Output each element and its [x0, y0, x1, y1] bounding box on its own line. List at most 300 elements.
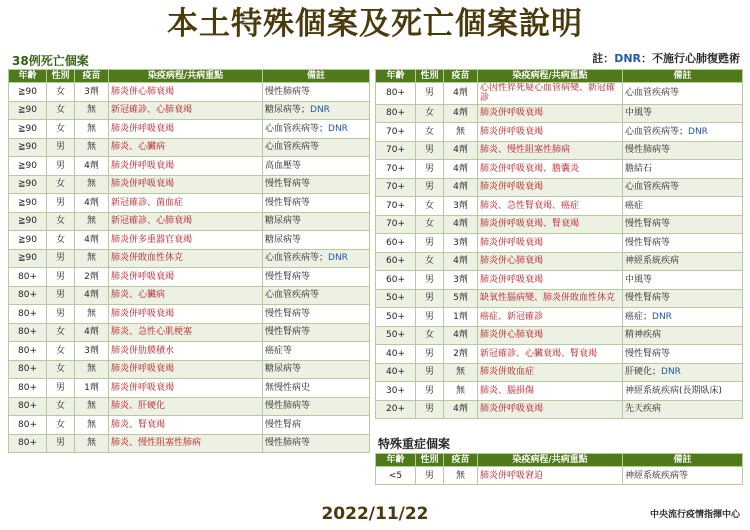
vaccine-cell [75, 231, 109, 250]
course-text: 肺炎併呼吸衰竭 [111, 123, 175, 134]
course-text: 肺炎併呼吸衰竭、腎衰竭 [480, 219, 580, 230]
dnr-tag: DNR [661, 367, 681, 378]
vaccine-text: 4劑 [84, 327, 99, 338]
remark-cell [263, 397, 370, 416]
sex-text: 男 [424, 237, 434, 248]
vaccine-text: 3劑 [84, 86, 99, 97]
age-cell [376, 308, 416, 327]
sex-cell [416, 141, 444, 160]
course-text: 肺炎、腎衰竭 [111, 419, 166, 430]
remark-cell [623, 289, 743, 308]
sex-text: 女 [424, 330, 434, 341]
note-dnr: DNR [614, 52, 641, 65]
death-cases-table-right [375, 69, 743, 419]
age-cell [9, 286, 47, 305]
table-row [9, 305, 370, 324]
table-row [9, 231, 370, 250]
remark-text: 中風等 [625, 108, 653, 119]
age-cell [376, 400, 416, 419]
sex-cell [47, 120, 75, 139]
remark-text: 慢性肺病等 [265, 401, 311, 412]
course-text: 心因性猝死疑心血管病變、新冠確診 [480, 83, 616, 104]
vaccine-text: 4劑 [453, 219, 468, 230]
remark-cell [623, 326, 743, 345]
vaccine-cell [444, 215, 478, 234]
table-row [376, 252, 743, 271]
age-cell [9, 101, 47, 120]
remark-cell [623, 308, 743, 327]
vaccine-cell [75, 120, 109, 139]
dnr-tag: DNR [688, 126, 708, 137]
age-text: 60+ [386, 237, 405, 248]
course-text: 肺炎併呼吸窘迫 [480, 470, 544, 481]
remark-cell [263, 175, 370, 194]
dnr-note [592, 52, 740, 66]
sex-cell [416, 289, 444, 308]
col-header-remark: 備註 [623, 454, 743, 467]
remark-cell [263, 342, 370, 361]
sex-text: 女 [424, 200, 434, 211]
age-cell [9, 323, 47, 342]
vaccine-cell [75, 286, 109, 305]
vaccine-cell [444, 400, 478, 419]
sex-text: 女 [424, 108, 434, 119]
vaccine-cell [75, 305, 109, 324]
sex-text: 男 [55, 142, 65, 153]
age-cell [376, 382, 416, 401]
age-text: 80+ [18, 308, 37, 319]
vaccine-text: 4劑 [84, 234, 99, 245]
course-text: 肺炎併呼吸衰竭 [111, 382, 175, 393]
vaccine-cell [75, 101, 109, 120]
vaccine-text: 無 [455, 385, 465, 396]
course-cell [109, 101, 263, 120]
vaccine-text: 無 [86, 105, 96, 116]
col-header-course: 染疫病程/共病重點 [478, 70, 623, 83]
remark-cell [263, 268, 370, 287]
remark-text: 慢性腎病等 [265, 197, 311, 208]
remark-cell [623, 271, 743, 290]
remark-text: 慢性腎病等 [625, 219, 671, 230]
course-text: 肺炎併敗血症 [480, 367, 535, 378]
vaccine-cell [444, 271, 478, 290]
age-text: ≧90 [18, 105, 37, 116]
sex-text: 男 [55, 382, 65, 393]
vaccine-cell [444, 308, 478, 327]
remark-text: 慢性腎病等 [265, 308, 311, 319]
age-text: 70+ [386, 145, 405, 156]
course-cell [109, 120, 263, 139]
age-text: 20+ [386, 404, 405, 415]
age-text: 70+ [386, 182, 405, 193]
course-cell [478, 326, 623, 345]
remark-text: 無慢性病史 [265, 382, 311, 393]
age-text: 70+ [386, 126, 405, 137]
col-header-course: 染疫病程/共病重點 [109, 70, 263, 83]
col-header-age: 年齡 [376, 70, 416, 83]
course-cell [109, 212, 263, 231]
age-text: ≧90 [18, 253, 37, 264]
col-header-sex: 性別 [416, 70, 444, 83]
course-text: 肺炎併呼吸衰竭 [480, 182, 544, 193]
course-cell [478, 345, 623, 364]
vaccine-text: 4劑 [453, 404, 468, 415]
age-cell [9, 175, 47, 194]
vaccine-text: 5劑 [453, 293, 468, 304]
age-text: 30+ [386, 385, 405, 396]
sex-text: 男 [424, 293, 434, 304]
remark-text: 癌症等 [265, 345, 293, 356]
age-text: 80+ [18, 438, 37, 449]
sex-text: 女 [55, 105, 65, 116]
age-cell [376, 141, 416, 160]
sex-text: 男 [424, 367, 434, 378]
sex-cell [47, 268, 75, 287]
remark-cell [623, 400, 743, 419]
age-cell [9, 360, 47, 379]
remark-cell [263, 157, 370, 176]
remark-cell [623, 123, 743, 142]
age-cell [376, 289, 416, 308]
remark-cell [263, 249, 370, 268]
course-text: 肺炎併呼吸衰竭 [111, 160, 175, 171]
remark-text: 慢性肺病等 [265, 438, 311, 449]
sex-text: 男 [55, 253, 65, 264]
table-row [376, 382, 743, 401]
remark-cell [623, 234, 743, 253]
course-cell [109, 231, 263, 250]
sex-text: 女 [55, 345, 65, 356]
table-row [376, 400, 743, 419]
sex-cell [416, 345, 444, 364]
sex-text: 男 [424, 145, 434, 156]
course-cell [478, 363, 623, 382]
remark-cell [623, 215, 743, 234]
dnr-tag: DNR [652, 311, 672, 322]
age-cell [376, 178, 416, 197]
sex-cell [416, 308, 444, 327]
table-row [376, 345, 743, 364]
remark-cell [263, 194, 370, 213]
table-row [376, 104, 743, 123]
remark-text: 糖尿病等 [265, 364, 302, 375]
course-text: 肺炎、腦損傷 [480, 385, 535, 396]
age-text: 80+ [386, 88, 405, 99]
age-cell [376, 467, 416, 485]
sex-cell [47, 434, 75, 453]
vaccine-cell [75, 194, 109, 213]
course-cell [478, 160, 623, 179]
course-text: 肺炎併呼吸衰竭 [480, 404, 544, 415]
table-row [9, 286, 370, 305]
remark-cell [263, 379, 370, 398]
table-row [376, 178, 743, 197]
course-text: 肺炎併呼吸衰竭 [111, 179, 175, 190]
col-header-remark: 備註 [623, 70, 743, 83]
age-text: ≧90 [18, 86, 37, 97]
dnr-tag: DNR [310, 105, 330, 116]
col-header-age: 年齡 [9, 70, 47, 83]
sex-cell [47, 157, 75, 176]
remark-text: 心血管疾病等 [625, 182, 680, 193]
remark-text: 慢性腎病等 [625, 237, 671, 248]
sex-cell [416, 400, 444, 419]
remark-cell [623, 467, 743, 485]
course-text: 缺氧性腦病變、肺炎併敗血性休克 [480, 293, 616, 304]
vaccine-text: 無 [86, 308, 96, 319]
vaccine-text: 1劑 [453, 311, 468, 322]
course-text: 癌症、新冠確診 [480, 311, 544, 322]
age-text: 40+ [386, 367, 405, 378]
dnr-tag: DNR [328, 123, 348, 134]
sex-text: 女 [424, 256, 434, 267]
vaccine-cell [444, 178, 478, 197]
sex-text: 女 [55, 419, 65, 430]
course-text: 新冠確診、心臟衰竭、腎衰竭 [480, 348, 598, 359]
remark-text: 精神疾病 [625, 330, 662, 341]
sex-text: 男 [424, 182, 434, 193]
sex-cell [416, 252, 444, 271]
vaccine-cell [444, 382, 478, 401]
course-cell [478, 252, 623, 271]
age-text: 80+ [18, 327, 37, 338]
sex-text: 男 [424, 88, 434, 99]
page-title: 本土特殊個案及死亡個案說明 [167, 6, 583, 42]
course-cell [478, 123, 623, 142]
vaccine-cell [75, 379, 109, 398]
col-header-age: 年齡 [376, 454, 416, 467]
remark-text: 慢性腎病等 [265, 327, 311, 338]
sex-cell [47, 249, 75, 268]
course-cell [109, 286, 263, 305]
remark-text: 糖尿病等； [265, 105, 311, 116]
course-cell [109, 138, 263, 157]
remark-cell [623, 345, 743, 364]
remark-text: 心血管疾病等 [265, 290, 320, 301]
age-text: ≧90 [18, 216, 37, 227]
sex-cell [416, 363, 444, 382]
vaccine-cell [75, 175, 109, 194]
table-row [9, 434, 370, 453]
course-text: 肺炎併呼吸衰竭 [111, 308, 175, 319]
remark-cell [263, 286, 370, 305]
table-row [376, 141, 743, 160]
table-row [376, 308, 743, 327]
course-cell [109, 379, 263, 398]
sex-text: 男 [424, 404, 434, 415]
remark-cell [263, 416, 370, 435]
vaccine-text: 2劑 [453, 348, 468, 359]
sex-text: 男 [55, 160, 65, 171]
course-cell [478, 234, 623, 253]
course-cell [478, 467, 623, 485]
table-row [9, 342, 370, 361]
age-text: 70+ [386, 219, 405, 230]
remark-text: 先天疾病 [625, 404, 662, 415]
sex-cell [416, 178, 444, 197]
course-cell [109, 323, 263, 342]
table-row [9, 101, 370, 120]
remark-cell [623, 160, 743, 179]
course-cell [478, 271, 623, 290]
vaccine-cell [444, 160, 478, 179]
remark-cell [623, 197, 743, 216]
age-text: 80+ [18, 401, 37, 412]
sex-text: 男 [55, 197, 65, 208]
course-cell [478, 308, 623, 327]
table-row [376, 467, 743, 485]
age-cell [376, 197, 416, 216]
remark-cell [623, 363, 743, 382]
vaccine-cell [444, 289, 478, 308]
sex-cell [47, 231, 75, 250]
sex-cell [47, 397, 75, 416]
col-header-sex: 性別 [416, 454, 444, 467]
course-text: 肺炎、心臟病 [111, 142, 166, 153]
remark-text: 慢性肺病等 [625, 145, 671, 156]
sex-cell [416, 160, 444, 179]
sex-cell [416, 123, 444, 142]
report-date: 2022/11/22 [321, 504, 429, 524]
age-cell [376, 345, 416, 364]
table-row [9, 360, 370, 379]
vaccine-text: 無 [86, 364, 96, 375]
sex-text: 女 [424, 126, 434, 137]
remark-text: 神經系統疾病等 [625, 470, 689, 481]
vaccine-text: 無 [86, 216, 96, 227]
remark-text: 癌症 [625, 200, 644, 211]
age-cell [9, 83, 47, 102]
sex-cell [47, 138, 75, 157]
age-text: 70+ [386, 163, 405, 174]
course-text: 肺炎併多重器官衰竭 [111, 234, 193, 245]
remark-text: 神經系統疾病 [625, 256, 680, 267]
remark-cell [263, 360, 370, 379]
table-row [9, 268, 370, 287]
vaccine-cell [444, 123, 478, 142]
age-text: 50+ [386, 330, 405, 341]
remark-cell [263, 138, 370, 157]
remark-text: 糖尿病等 [265, 234, 302, 245]
sex-text: 男 [424, 348, 434, 359]
vaccine-cell [444, 345, 478, 364]
sex-text: 男 [424, 274, 434, 285]
remark-text: 心血管疾病等； [265, 253, 329, 264]
table-row [376, 197, 743, 216]
age-cell [376, 123, 416, 142]
age-cell [9, 249, 47, 268]
sex-cell [416, 382, 444, 401]
age-cell [9, 397, 47, 416]
remark-text: 慢性腎病等 [265, 271, 311, 282]
vaccine-text: 4劑 [453, 108, 468, 119]
vaccine-cell [444, 234, 478, 253]
age-cell [9, 194, 47, 213]
table-row [376, 271, 743, 290]
age-cell [376, 83, 416, 105]
table-header-row [376, 454, 743, 467]
sex-cell [416, 197, 444, 216]
remark-text: 中風等 [625, 274, 653, 285]
death-cases-table-left [8, 69, 370, 453]
vaccine-text: 2劑 [84, 271, 99, 282]
course-text: 肺炎併敗血性休克 [111, 253, 184, 264]
vaccine-text: 無 [455, 470, 465, 481]
vaccine-cell [444, 252, 478, 271]
age-text: 70+ [386, 200, 405, 211]
vaccine-cell [75, 416, 109, 435]
course-text: 新冠確診、菌血症 [111, 197, 184, 208]
table-row [9, 212, 370, 231]
vaccine-cell [75, 434, 109, 453]
remark-cell [263, 434, 370, 453]
vaccine-text: 4劑 [453, 182, 468, 193]
sex-cell [47, 83, 75, 102]
course-cell [109, 342, 263, 361]
sex-text: 女 [424, 219, 434, 230]
course-text: 肺炎併呼吸衰竭 [480, 108, 544, 119]
table-row [9, 323, 370, 342]
vaccine-text: 1劑 [84, 382, 99, 393]
course-cell [478, 382, 623, 401]
age-text: ≧90 [18, 142, 37, 153]
vaccine-cell [75, 138, 109, 157]
age-text: 80+ [18, 290, 37, 301]
vaccine-text: 3劑 [453, 200, 468, 211]
course-cell [478, 289, 623, 308]
sex-cell [47, 360, 75, 379]
course-text: 肺炎併呼吸衰竭 [111, 271, 175, 282]
age-text: 80+ [18, 419, 37, 430]
course-text: 肺炎、慢性阻塞性肺病 [111, 438, 202, 449]
vaccine-cell [444, 104, 478, 123]
vaccine-text: 無 [455, 367, 465, 378]
remark-text: 慢性肺病等 [265, 86, 311, 97]
sex-cell [47, 194, 75, 213]
age-cell [9, 379, 47, 398]
age-cell [376, 215, 416, 234]
vaccine-cell [75, 323, 109, 342]
remark-cell [263, 83, 370, 102]
age-text: 60+ [386, 274, 405, 285]
age-cell [9, 416, 47, 435]
course-text: 肺炎併心肺衰竭 [480, 330, 544, 341]
table-header-row [9, 70, 370, 83]
vaccine-text: 4劑 [453, 145, 468, 156]
vaccine-cell [75, 342, 109, 361]
vaccine-text: 3劑 [453, 237, 468, 248]
course-text: 肺炎併呼吸衰竭 [111, 364, 175, 375]
remark-cell [263, 120, 370, 139]
table-row [9, 249, 370, 268]
course-text: 肺炎、慢性阻塞性肺病 [480, 145, 571, 156]
sex-cell [47, 416, 75, 435]
sex-cell [47, 323, 75, 342]
remark-text: 心血管疾病等 [625, 88, 680, 99]
vaccine-text: 無 [86, 253, 96, 264]
special-cases-table [375, 453, 743, 485]
course-cell [109, 434, 263, 453]
remark-cell [623, 382, 743, 401]
sex-text: 男 [55, 290, 65, 301]
course-text: 肺炎併心肺衰竭 [480, 256, 544, 267]
age-text: 50+ [386, 293, 405, 304]
sex-cell [47, 379, 75, 398]
course-cell [478, 400, 623, 419]
age-text: 80+ [18, 382, 37, 393]
course-cell [478, 83, 623, 105]
course-text: 肺炎併呼吸衰竭 [480, 126, 544, 137]
